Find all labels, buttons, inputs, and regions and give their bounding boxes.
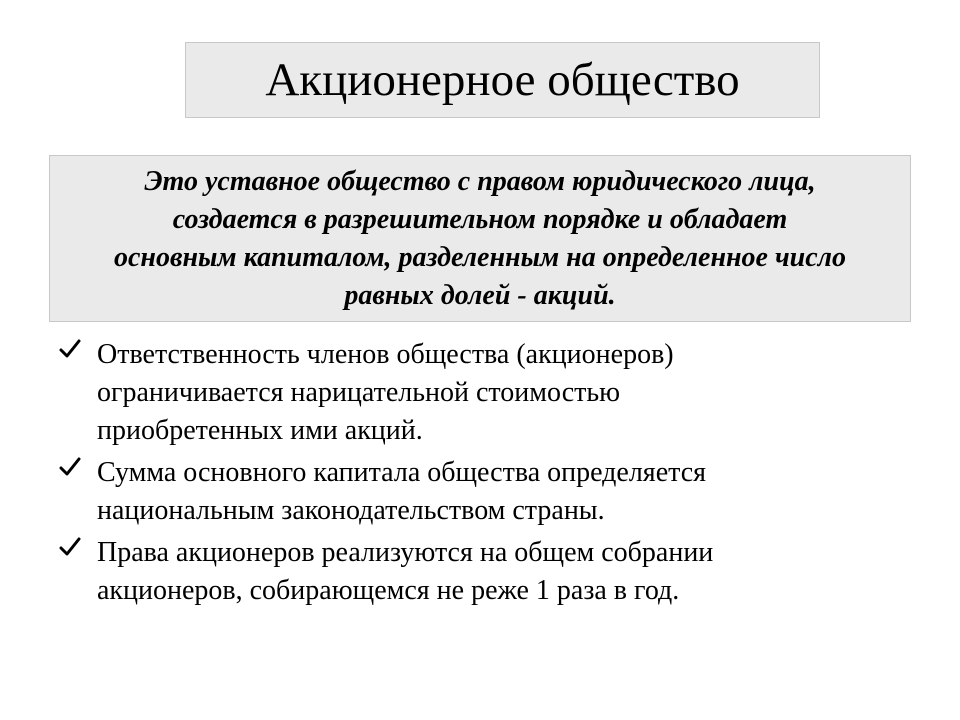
- bullet-text-line: ограничивается нарицательной стоимостью: [97, 377, 621, 408]
- checkmark-icon: [59, 536, 81, 558]
- slide-title: Акционерное общество: [265, 53, 740, 106]
- definition-line: равных долей - акций.: [344, 279, 616, 311]
- bullet-item: [57, 336, 917, 450]
- title-box: [185, 42, 820, 118]
- bullet-text-line: Ответственность членов общества (акционеров): [97, 339, 674, 370]
- bullet-list: [57, 336, 917, 614]
- bullet-text-line: национальным законодательством страны.: [97, 495, 605, 526]
- bullet-item: [57, 534, 917, 610]
- bullet-text-line: Права акционеров реализуются на общем собрании: [97, 537, 714, 568]
- bullet-text-line: акционеров, собирающемся не реже 1 раза в год.: [97, 575, 680, 606]
- bullet-item: [57, 454, 917, 530]
- checkmark-icon: [59, 338, 81, 360]
- checkmark-icon: [59, 456, 81, 478]
- bullet-text-line: приобретенных ими акций.: [97, 415, 423, 446]
- definition-line: Это уставное общество с правом юридического лица,: [144, 165, 816, 197]
- bullet-text-line: Сумма основного капитала общества определяется: [97, 457, 706, 488]
- definition-box: [49, 155, 911, 322]
- definition-line: основным капиталом, разделенным на определенное число: [113, 241, 847, 273]
- definition-line: создается в разрешительном порядке и обладает: [172, 203, 788, 235]
